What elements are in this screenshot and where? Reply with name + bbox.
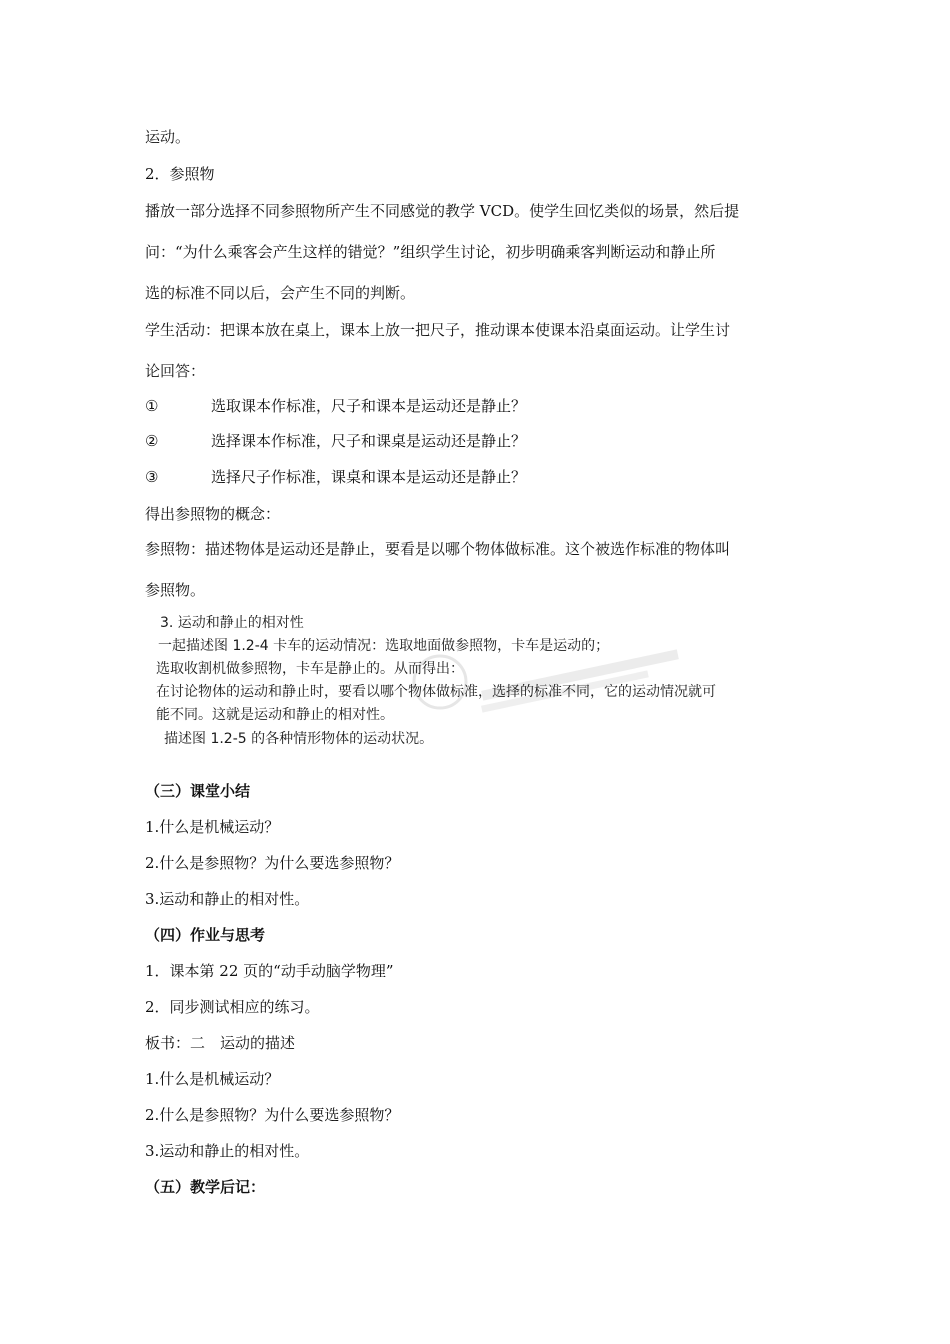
board-item: 1.什么是机械运动？ [145, 1070, 280, 1088]
homework-heading: （四）作业与思考 [145, 926, 266, 944]
section-heading-reference: 2．参照物 [145, 165, 215, 183]
question-marker: ③ [145, 468, 159, 486]
summary-item: 2.什么是参照物？为什么要选参照物？ [145, 854, 400, 872]
concept-intro: 得出参照物的概念： [145, 505, 281, 523]
homework-item: 2．同步测试相应的练习。 [145, 998, 320, 1016]
text-line: 论回答： [145, 362, 206, 380]
scan-heading: 3. 运动和静止的相对性 [160, 615, 304, 631]
text-line: 运动。 [145, 128, 191, 146]
concept-definition-cont: 参照物。 [145, 581, 206, 599]
question-text: 选择尺子作标准，课桌和课本是运动还是静止？ [211, 468, 527, 486]
scan-line: 在讨论物体的运动和静止时，要看以哪个物体做标准，选择的标准不同，它的运动情况就可 [156, 684, 716, 700]
board-title: 板书：二 运动的描述 [145, 1034, 296, 1052]
question-marker: ① [145, 397, 159, 415]
scanned-excerpt [150, 612, 790, 752]
question-text: 选取课本作标准，尺子和课本是运动还是静止？ [211, 397, 527, 415]
concept-definition: 参照物：描述物体是运动还是静止，要看是以哪个物体做标准。这个被选作标准的物体叫 [145, 540, 731, 558]
summary-heading: （三）课堂小结 [145, 782, 251, 800]
scan-line: 一起描述图 1.2-4 卡车的运动情况：选取地面做参照物，卡车是运动的； [158, 638, 610, 654]
scan-line: 能不同。这就是运动和静止的相对性。 [156, 707, 394, 723]
summary-item: 3.运动和静止的相对性。 [145, 890, 310, 908]
text-line: 学生活动：把课本放在桌上，课本上放一把尺子，推动课本使课本沿桌面运动。让学生讨 [145, 321, 731, 339]
text-line: 播放一部分选择不同参照物所产生不同感觉的教学 VCD。使学生回忆类似的场景，然后提 [145, 202, 740, 220]
question-item [145, 396, 526, 416]
summary-item: 1.什么是机械运动？ [145, 818, 280, 836]
question-item [145, 467, 526, 487]
question-text: 选择课本作标准，尺子和课桌是运动还是静止？ [211, 432, 527, 450]
board-item: 3.运动和静止的相对性。 [145, 1142, 310, 1160]
question-item [145, 431, 526, 451]
homework-item: 1．课本第 22 页的“动手动脑学物理” [145, 962, 394, 980]
scan-line: 描述图 1.2-5 的各种情形物体的运动状况。 [164, 731, 434, 747]
board-item: 2.什么是参照物？为什么要选参照物？ [145, 1106, 400, 1124]
text-line: 选的标准不同以后，会产生不同的判断。 [145, 284, 416, 302]
scan-line: 选取收割机做参照物，卡车是静止的。从而得出： [156, 661, 464, 677]
question-marker: ② [145, 432, 159, 450]
afterword-heading: （五）教学后记： [145, 1178, 266, 1196]
text-line: 问：“为什么乘客会产生这样的错觉？”组织学生讨论，初步明确乘客判断运动和静止所 [145, 243, 716, 261]
